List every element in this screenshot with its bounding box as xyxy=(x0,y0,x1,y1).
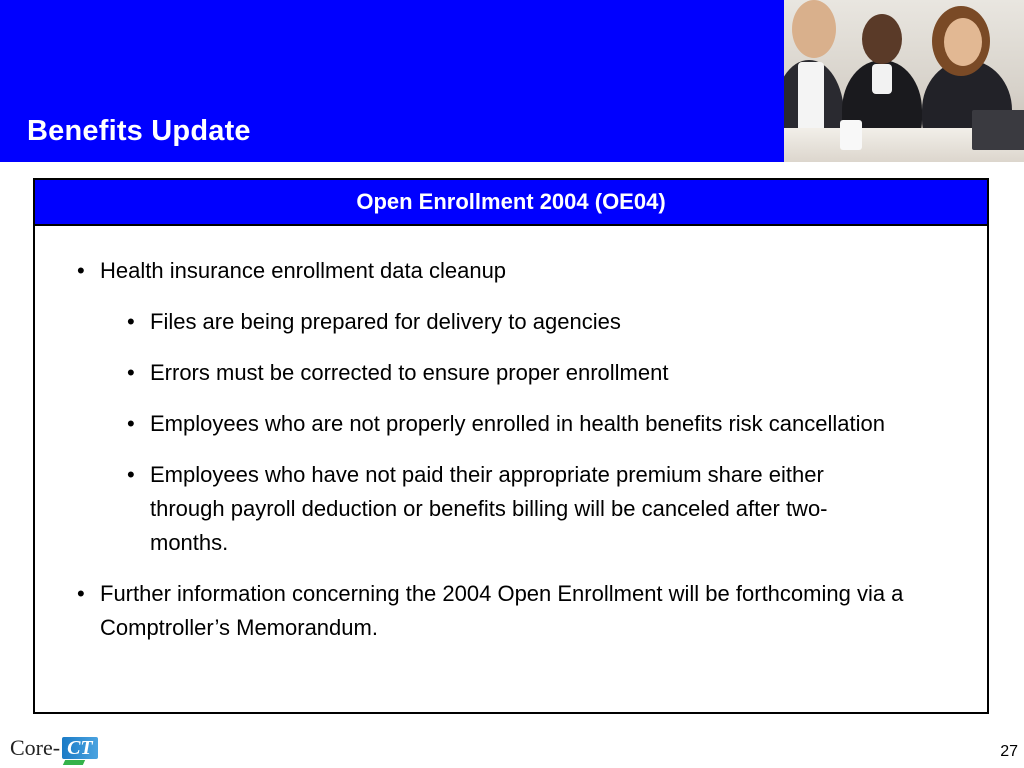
bullet-dot: • xyxy=(127,462,135,487)
bullet-item xyxy=(75,254,940,288)
photo-laptop xyxy=(972,110,1024,150)
logo-core-text: Core- xyxy=(10,735,61,760)
page-number: 27 xyxy=(1000,743,1018,760)
bullet-dot: • xyxy=(77,581,85,606)
photo-head-woman-right xyxy=(944,18,982,66)
sub-bullet-item xyxy=(75,407,890,441)
bullet-dot: • xyxy=(127,411,135,436)
bullet-dot: • xyxy=(127,309,135,334)
bullet-dot: • xyxy=(77,258,85,283)
bullet-item xyxy=(75,577,940,645)
sub-bullet-item xyxy=(75,305,890,339)
content-box xyxy=(33,178,989,714)
content-box-header xyxy=(35,180,987,226)
sub-bullet-item xyxy=(75,356,890,390)
bullet-text: Health insurance enrollment data cleanup xyxy=(100,258,507,283)
slide-title: Benefits Update xyxy=(27,115,251,147)
bullet-text: Further information concerning the 2004 Open Enrollment will be forthcoming via a Comptroller’s Memorandum. xyxy=(100,581,904,640)
bullet-text: Files are being prepared for delivery to agencies xyxy=(150,309,621,334)
photo-head-woman-middle xyxy=(862,14,902,64)
bullet-text: Employees who are not properly enrolled in health benefits risk cancellation xyxy=(150,411,885,436)
photo-head-man xyxy=(792,0,836,58)
header-banner xyxy=(0,0,784,162)
bullet-list xyxy=(35,226,987,645)
content-box-title: Open Enrollment 2004 (OE04) xyxy=(356,189,666,214)
bullet-text: Employees who have not paid their appropriate premium share either through payroll deduction or benefits billing will be canceled after two-months. xyxy=(150,462,828,555)
sub-bullet-item xyxy=(75,458,890,560)
core-ct-logo xyxy=(10,734,98,762)
bullet-text: Errors must be corrected to ensure proper enrollment xyxy=(150,360,669,385)
meeting-photo xyxy=(784,0,1024,162)
photo-collar-woman-middle xyxy=(872,64,892,94)
logo-ct-text: CT xyxy=(62,737,98,759)
photo-shirt-man xyxy=(798,62,824,132)
bullet-dot: • xyxy=(127,360,135,385)
photo-mug xyxy=(840,120,862,150)
